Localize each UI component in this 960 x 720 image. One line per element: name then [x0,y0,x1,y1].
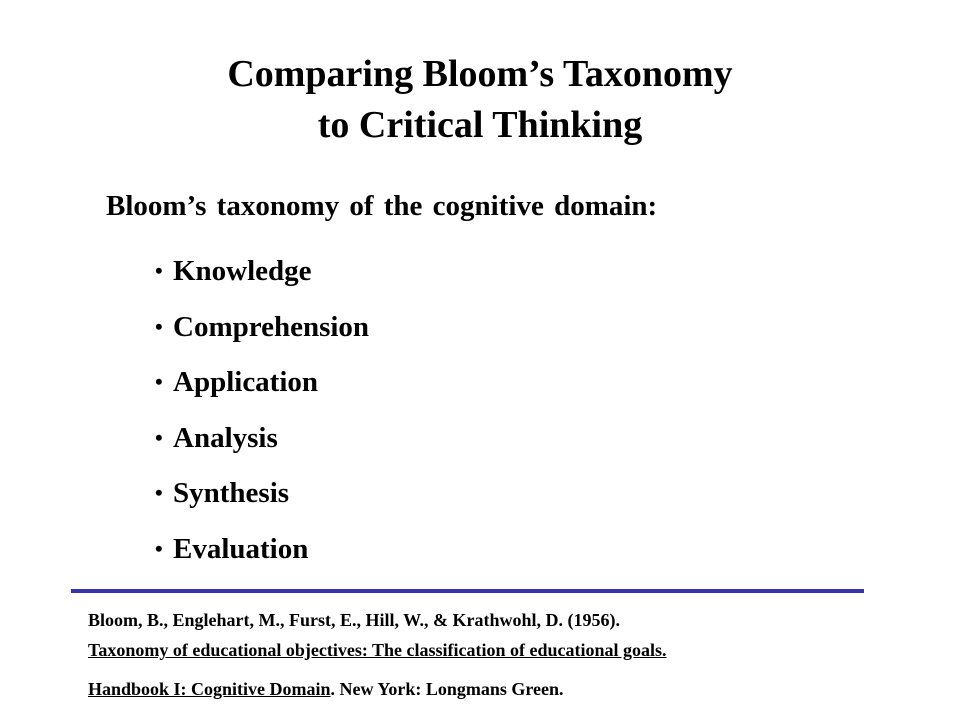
list-item-evaluation [155,533,369,589]
bullet-icon: • [155,535,163,561]
bullet-icon: • [155,369,163,394]
bullet-icon: • [155,258,163,283]
reference-book-title: Taxonomy of educational objectives: The classification of educational goals. [88,640,667,660]
list-item-label: Evaluation [173,532,309,565]
bullet-icon: • [155,313,163,339]
bullet-icon: • [155,424,163,450]
bullet-icon: • [155,480,163,505]
list-item-analysis [155,422,369,478]
taxonomy-list [155,255,369,588]
list-item-label: Application [173,366,319,398]
list-item-label: Analysis [173,421,278,454]
list-item-label: Synthesis [173,477,290,509]
list-item-synthesis [155,477,369,533]
list-item-label: Comprehension [173,310,370,343]
list-item-comprehension [155,311,369,367]
slide-subtitle: Bloom’s taxonomy of the cognitive domain: [106,190,658,222]
list-item-knowledge [155,255,369,311]
reference-authors: Bloom, B., Englehart, M., Furst, E., Hill, W., & Krathwohl, D. (1956). [88,610,621,630]
list-item-application [155,366,369,422]
list-item-label: Knowledge [173,255,312,287]
reference-handbook-title: Handbook I: Cognitive Domain [88,679,331,699]
slide-title-line-2: to Critical Thinking [317,104,643,146]
slide-title-line-1: Comparing Bloom’s Taxonomy [227,53,733,95]
reference-divider [71,589,864,593]
reference-publisher: . New York: Longmans Green. [330,679,564,699]
reference-handbook [88,680,564,698]
